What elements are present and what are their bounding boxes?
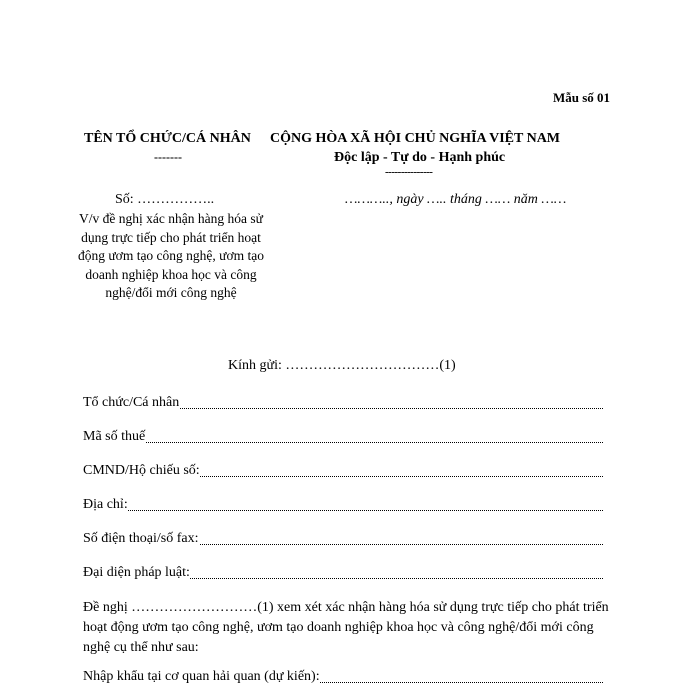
field-organization	[83, 394, 603, 412]
form-number: Mẫu số 01	[553, 90, 611, 105]
document-number: Số: ……………..	[115, 192, 215, 207]
field-tax-code	[83, 428, 603, 446]
national-motto: Độc lập - Tự do - Hạnh phúc	[334, 150, 506, 165]
field-customs-import	[83, 668, 603, 686]
field-label: Tổ chức/Cá nhân	[83, 395, 180, 410]
field-phone-fax	[83, 530, 603, 548]
field-label: Nhập khẩu tại cơ quan hải quan (dự kiến):	[83, 669, 320, 684]
field-label: Địa chỉ:	[83, 497, 128, 512]
field-label: Đại diện pháp luật:	[83, 565, 190, 580]
organization-underline: -------	[154, 150, 182, 164]
field-label: CMND/Hộ chiếu số:	[83, 463, 200, 478]
date-line: ……….., ngày ….. tháng …… năm ……	[345, 192, 567, 207]
document-subject: V/v đề nghị xác nhận hàng hóa sử dụng trực tiếp cho phát triển hoạt động ươm tạo công nghệ, ươm tạo doanh nghiệp khoa học và công nghệ/đổi mới công nghệ	[77, 211, 264, 300]
fill-dots	[83, 442, 603, 443]
field-id-passport	[83, 462, 603, 480]
field-legal-representative	[83, 564, 603, 582]
organization-title: TÊN TỔ CHỨC/CÁ NHÂN	[84, 131, 251, 146]
field-address	[83, 496, 603, 514]
fill-dots	[83, 510, 603, 511]
field-label: Mã số thuế	[83, 429, 146, 444]
motto-underline: ---------------	[385, 166, 433, 178]
request-paragraph: Đề nghị ………………………(1) xem xét xác nhận hàng hóa sử dụng trực tiếp cho phát triển hoạt động ươm tạo công nghệ, ươm tạo doanh nghiệp khoa học và công nghệ/đổi mới công nghệ cụ thể như sau:	[83, 600, 609, 655]
national-title: CỘNG HÒA XÃ HỘI CHỦ NGHĨA VIỆT NAM	[270, 131, 561, 146]
recipient-line: Kính gửi: ……………………………(1)	[228, 358, 456, 373]
field-label: Số điện thoại/số fax:	[83, 531, 199, 546]
